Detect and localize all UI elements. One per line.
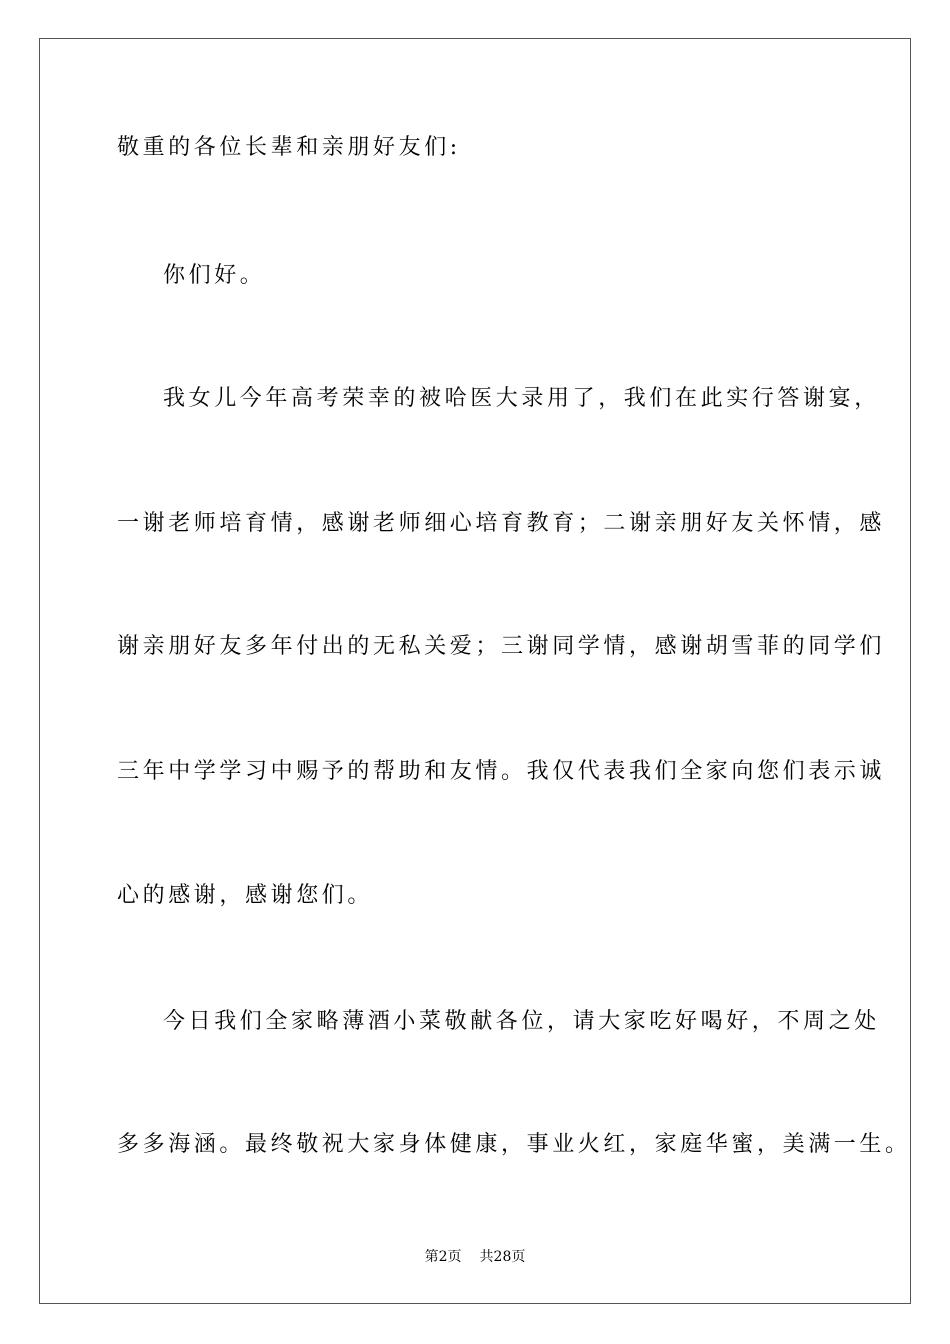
greeting-line: 你们好。 <box>163 263 266 288</box>
paragraph-line: 心的感谢，感谢您们。 <box>117 883 374 908</box>
paragraph-line: 多多海涵。最终敬祝大家身体健康，事业火红，家庭华蜜，美满一生。 <box>117 1132 911 1157</box>
page-border <box>39 38 911 1304</box>
paragraph-line: 三年中学学习中赐予的帮助和友情。我仅代表我们全家向您们表示诚 <box>117 759 886 784</box>
page-footer <box>0 1247 950 1267</box>
paragraph-line: 一谢老师培育情，感谢老师细心培育教育；二谢亲朋好友关怀情，感 <box>117 511 886 536</box>
page-number-total: 共28页 <box>479 1249 526 1265</box>
paragraph-line: 我女儿今年高考荣幸的被哈医大录用了，我们在此实行答谢宴， <box>163 386 880 411</box>
paragraph-line: 谢亲朋好友多年付出的无私关爱；三谢同学情，感谢胡雪菲的同学们 <box>117 634 886 659</box>
paragraph-line: 今日我们全家略薄酒小菜敬献各位，请大家吃好喝好，不周之处 <box>163 1009 880 1034</box>
salutation-line: 敬重的各位长辈和亲朋好友们: <box>117 135 461 160</box>
page-number-current: 第2页 <box>424 1249 462 1265</box>
